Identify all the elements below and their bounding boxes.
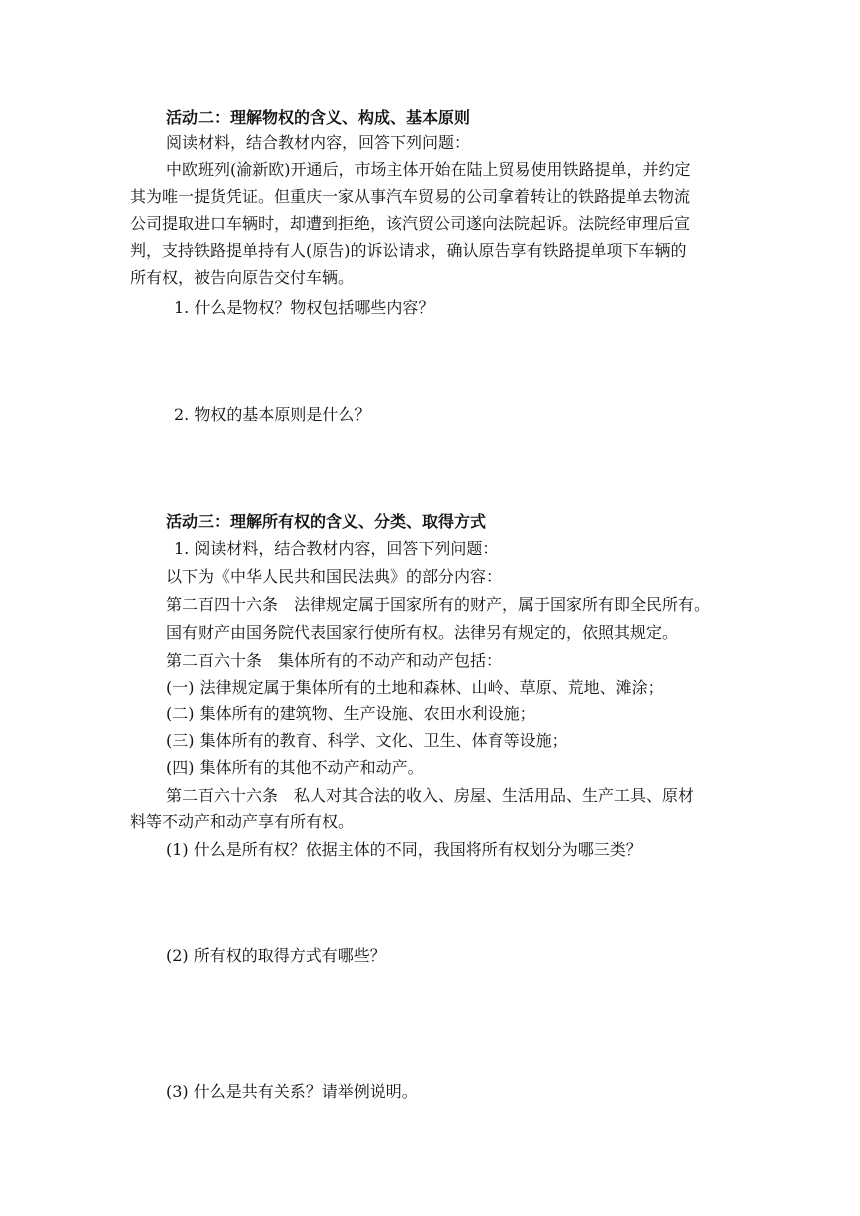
article-line: (四) 集体所有的其他不动产和动产。 [166,758,424,777]
article-line: (一) 法律规定属于集体所有的土地和森林、山岭、草原、荒地、滩涂； [166,678,664,697]
material-line: 中欧班列(渝新欧)开通后，市场主体开始在陆上贸易使用铁路提单，并约定 [166,160,691,179]
article-line: (三) 集体所有的教育、科学、文化、卫生、体育等设施； [166,731,568,750]
question-item: 1. 什么是物权？物权包括哪些内容？ [174,298,435,317]
question-item: (2) 所有权的取得方式有哪些？ [166,946,386,965]
article-line: 料等不动产和动产享有所有权。 [130,812,355,831]
activity3-heading: 活动三：理解所有权的含义、分类、取得方式 [166,512,487,531]
article-line: (二) 集体所有的建筑物、生产设施、农田水利设施； [166,704,536,723]
question-item: 2. 物权的基本原则是什么？ [174,405,371,424]
question-item: (1) 什么是所有权？依据主体的不同，我国将所有权划分为哪三类？ [166,840,642,859]
article-line: 第二百四十六条 法律规定属于国家所有的财产，属于国家所有即全民所有。 [166,595,711,614]
article-line: 国有财产由国务院代表国家行使所有权。法律另有规定的，依照其规定。 [166,623,679,642]
activity3-instruction: 1. 阅读材料，结合教材内容，回答下列问题： [174,539,499,558]
question-item: (3) 什么是共有关系？请举例说明。 [166,1082,418,1101]
material-line: 所有权，被告向原告交付车辆。 [130,268,355,287]
article-line: 第二百六十六条 私人对其合法的收入、房屋、生活用品、生产工具、原材 [166,786,695,805]
material-line: 公司提取进口车辆时，却遭到拒绝，该汽贸公司遂向法院起诉。法院经审理后宣 [130,214,691,233]
material-line: 判，支持铁路提单持有人(原告)的诉讼请求，确认原告享有铁路提单项下车辆的 [130,241,687,260]
article-line: 第二百六十条 集体所有的不动产和动产包括： [166,651,503,670]
material-line: 其为唯一提货凭证。但重庆一家从事汽车贸易的公司拿着转让的铁路提单去物流 [130,187,691,206]
activity2-heading: 活动二：理解物权的含义、构成、基本原则 [166,108,471,127]
activity2-instruction: 阅读材料，结合教材内容，回答下列问题： [166,133,471,152]
civil-code-intro: 以下为《中华人民共和国民法典》的部分内容： [166,567,503,586]
